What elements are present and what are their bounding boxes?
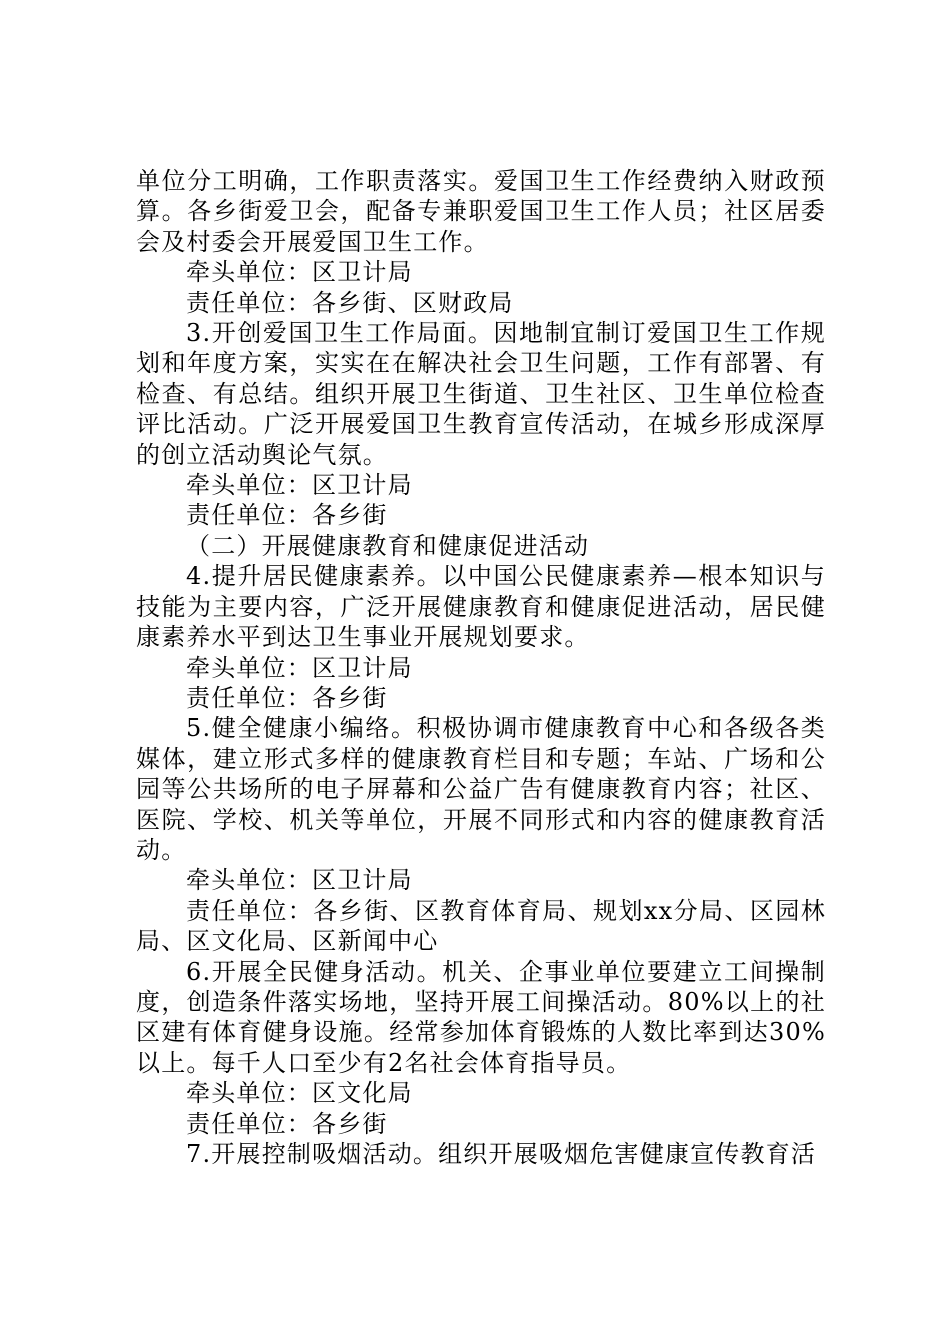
paragraph-continuation: 单位分工明确，工作职责落实。爱国卫生工作经费纳入财政预算。各乡街爱卫会，配备专兼职爱国卫生工作人员；社区居委会及村委会开展爱国卫生工作。 (136, 167, 826, 256)
lead-unit-line: 牵头单位：区文化局 (186, 1079, 413, 1108)
item-3-paragraph: 3.开创爱国卫生工作局面。因地制宜制订爱国卫生工作规划和年度方案，实实在在解决社会卫生问题，工作有部署、有检查、有总结。组织开展卫生街道、卫生社区、卫生单位检查评比活动。广泛开展爱国卫生教育宣传活动，在城乡形成深厚的创立活动舆论气氛。 (136, 319, 826, 469)
item-7-paragraph: 7.开展控制吸烟活动。组织开展吸烟危害健康宣传教育活 (186, 1140, 817, 1168)
responsible-unit-line: 责任单位：各乡街、区财政局 (186, 288, 514, 317)
item-6-paragraph: 6.开展全民健身活动。机关、企事业单位要建立工间操制度，创造条件落实场地，坚持开展工间操活动。80%以上的社区建有体育健身设施。经常参加体育锻炼的人数比率到达30%以上。每千人口至少有2名社会体育指导员。 (136, 957, 826, 1077)
lead-unit-line: 牵头单位：区卫计局 (186, 653, 413, 682)
section-heading: （二）开展健康教育和健康促进活动 (186, 531, 590, 560)
lead-unit-line: 牵头单位：区卫计局 (186, 258, 413, 287)
document-body (136, 166, 826, 1169)
item-5-paragraph: 5.健全健康小编络。积极协调市健康教育中心和各级各类媒体，建立形式多样的健康教育栏目和专题；车站、广场和公园等公共场所的电子屏幕和公益广告有健康教育内容；社区、医院、学校、机关等单位，开展不同形式和内容的健康教育活动。 (136, 714, 826, 864)
responsible-unit-line: 责任单位：各乡街 (186, 683, 388, 712)
item-4-paragraph: 4.提升居民健康素养。以中国公民健康素养—根本知识与技能为主要内容，广泛开展健康教育和健康促进活动，居民健康素养水平到达卫生事业开展规划要求。 (136, 562, 826, 652)
responsible-unit-line: 责任单位：各乡街 (186, 501, 388, 530)
lead-unit-line: 牵头单位：区卫计局 (186, 866, 413, 895)
responsible-unit-line: 责任单位：各乡街、区教育体育局、规划xx分局、区园林局、区文化局、区新闻中心 (136, 896, 826, 956)
lead-unit-line: 牵头单位：区卫计局 (186, 471, 413, 500)
responsible-unit-line: 责任单位：各乡街 (186, 1109, 388, 1138)
